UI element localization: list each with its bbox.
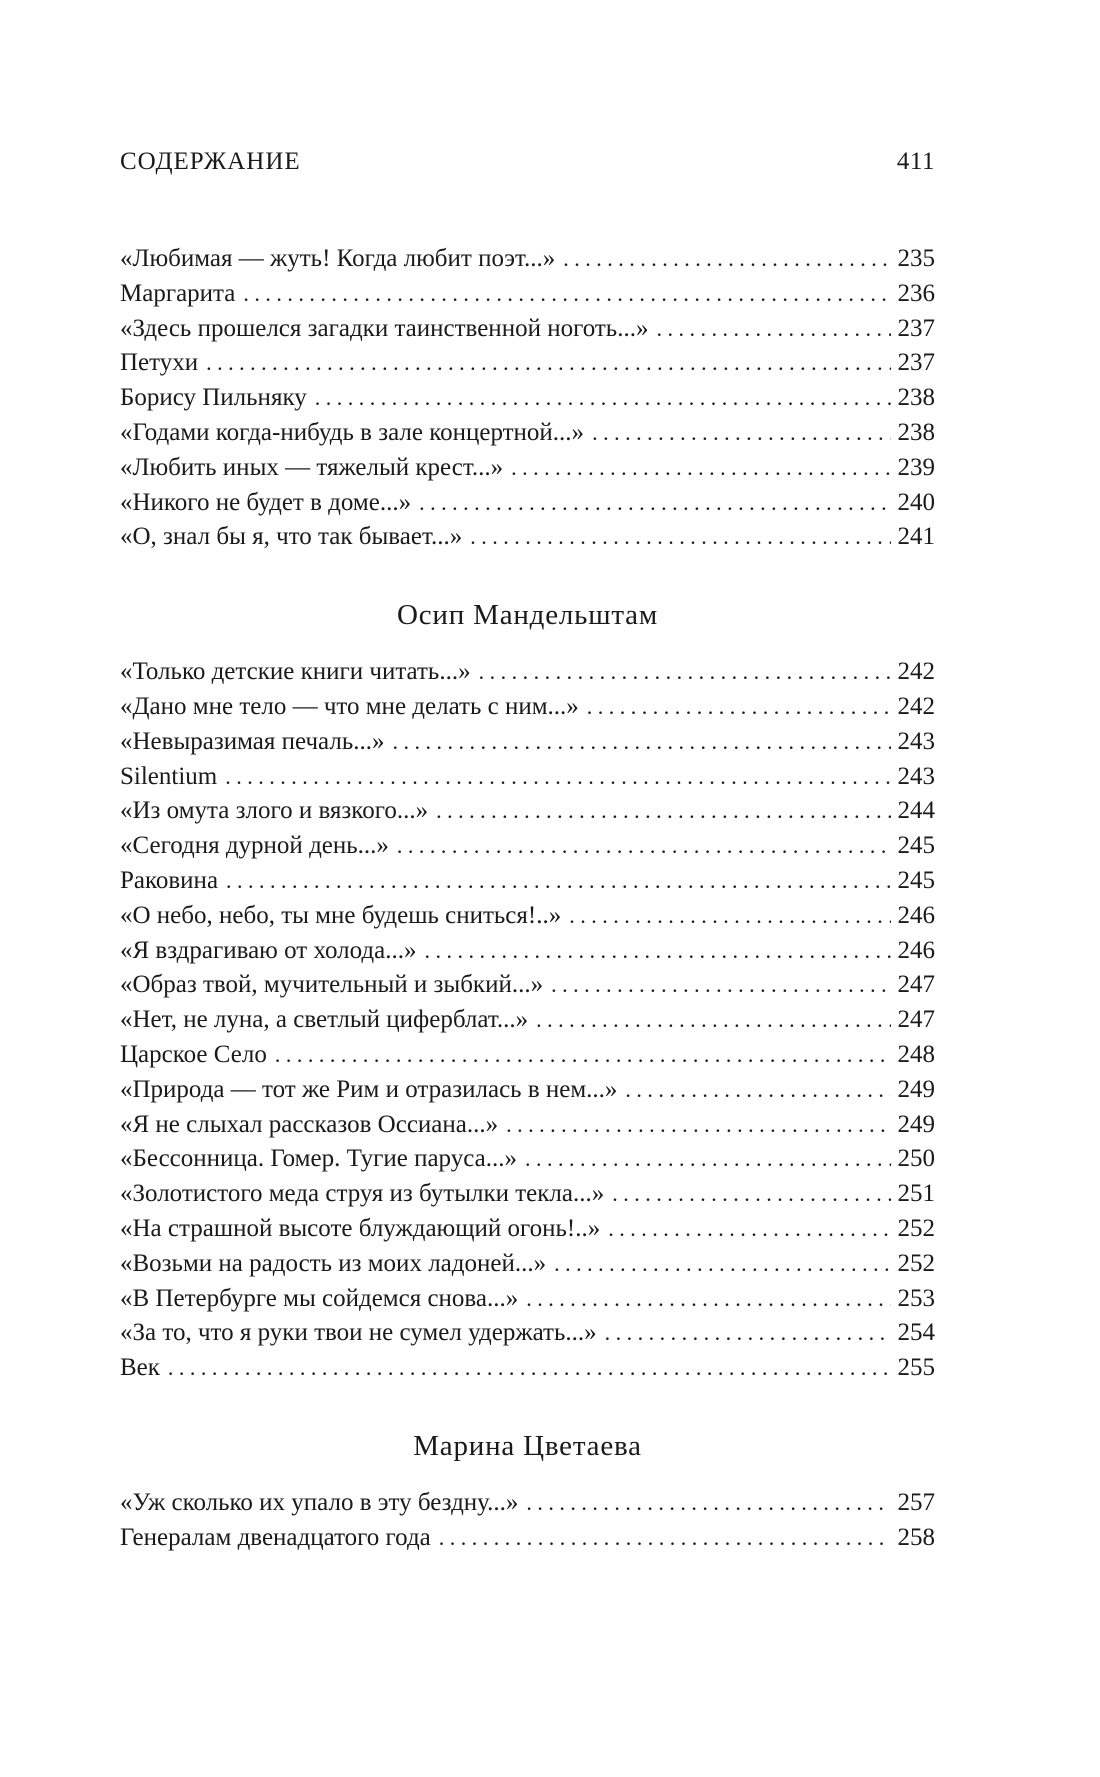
toc-entry-title: «На страшной высоте блуждающий огонь!..» bbox=[120, 1214, 601, 1242]
toc-entry-title: Петухи bbox=[120, 349, 199, 377]
toc-entry bbox=[120, 381, 935, 416]
dot-leader bbox=[419, 486, 891, 521]
toc-entry bbox=[120, 760, 935, 795]
dot-leader bbox=[625, 1073, 891, 1108]
toc-entry-title: «О, знал бы я, что так бывает...» bbox=[120, 523, 463, 551]
dot-leader bbox=[656, 312, 891, 347]
toc-entry-page: 252 bbox=[897, 1249, 935, 1277]
toc-entry-page: 244 bbox=[897, 797, 935, 825]
toc-entry-title: Царское Село bbox=[120, 1040, 267, 1068]
page-title: СОДЕРЖАНИЕ bbox=[120, 148, 301, 175]
toc-entry-title: «Только детские книги читать...» bbox=[120, 658, 471, 686]
toc-entry-title: «Здесь прошелся загадки таинственной ноготь...» bbox=[120, 314, 649, 342]
dot-leader bbox=[511, 451, 891, 486]
toc-entry-page: 246 bbox=[897, 901, 935, 929]
dot-leader bbox=[605, 1316, 891, 1351]
toc-entry-title: «Любимая — жуть! Когда любит поэт...» bbox=[120, 245, 556, 272]
toc-entry-page: 242 bbox=[897, 658, 935, 686]
toc-entry bbox=[120, 312, 935, 347]
toc-entry bbox=[120, 1038, 935, 1073]
toc-entry-title: Генералам двенадцатого года bbox=[120, 1523, 431, 1551]
toc-entry-page: 242 bbox=[897, 692, 935, 720]
running-head bbox=[120, 148, 935, 184]
toc-entry bbox=[120, 829, 935, 864]
toc-list-mandelstam bbox=[120, 655, 935, 1386]
toc-entry bbox=[120, 277, 935, 312]
toc-entry-page: 238 bbox=[897, 418, 935, 446]
toc-entry bbox=[120, 1282, 935, 1317]
toc-entry-title: «Из омута злого и вязкого...» bbox=[120, 797, 429, 825]
toc-entry-page: 245 bbox=[897, 866, 935, 894]
dot-leader bbox=[563, 242, 891, 277]
toc-entry bbox=[120, 899, 935, 934]
dot-leader bbox=[608, 1212, 891, 1247]
dot-leader bbox=[612, 1177, 891, 1212]
dot-leader bbox=[526, 1486, 891, 1521]
dot-leader bbox=[436, 794, 891, 829]
toc-entry bbox=[120, 864, 935, 899]
toc-entry-title: «Золотистого меда струя из бутылки текла...» bbox=[120, 1180, 605, 1208]
section-heading-mandelstam: Осип Мандельштам bbox=[397, 599, 658, 632]
toc-entry-page: 257 bbox=[897, 1488, 935, 1516]
toc-entry-title: «Бессонница. Гомер. Тугие паруса...» bbox=[120, 1145, 517, 1173]
toc-entry-title: «О небо, небо, ты мне будешь сниться!..» bbox=[120, 901, 562, 929]
toc-entry-page: 236 bbox=[897, 279, 935, 307]
dot-leader bbox=[206, 346, 891, 381]
dot-leader bbox=[439, 1521, 891, 1556]
toc-entry bbox=[120, 451, 935, 486]
toc-entry bbox=[120, 690, 935, 725]
dot-leader bbox=[479, 655, 891, 690]
toc-entry bbox=[120, 242, 935, 277]
toc-entry-title: Борису Пильняку bbox=[120, 384, 307, 412]
toc-entry bbox=[120, 1003, 935, 1038]
dot-leader bbox=[587, 690, 891, 725]
dot-leader bbox=[592, 416, 891, 451]
toc-entry bbox=[120, 1247, 935, 1282]
toc-entry-page: 240 bbox=[897, 488, 935, 516]
toc-entry bbox=[120, 1316, 935, 1351]
dot-leader bbox=[569, 899, 891, 934]
toc-entry-page: 250 bbox=[897, 1145, 935, 1173]
toc-entry-page: 253 bbox=[897, 1284, 935, 1312]
toc-entry-page: 248 bbox=[897, 1040, 935, 1068]
dot-leader bbox=[470, 520, 891, 555]
toc-entry-page: 245 bbox=[897, 832, 935, 860]
dot-leader bbox=[554, 1247, 891, 1282]
toc-entry-title: «Невыразимая печаль...» bbox=[120, 727, 385, 755]
section-heading-tsvetaeva: Марина Цветаева bbox=[413, 1429, 642, 1462]
toc-entry-page: 249 bbox=[897, 1110, 935, 1138]
toc-entry bbox=[120, 655, 935, 690]
toc-entry bbox=[120, 1177, 935, 1212]
toc-entry-title: «За то, что я руки твои не сумел удержать...» bbox=[120, 1319, 597, 1347]
toc-entry-page: 247 bbox=[897, 971, 935, 999]
toc-entry-page: 258 bbox=[897, 1523, 935, 1551]
toc-entry-title: «Уж сколько их упало в эту бездну...» bbox=[120, 1488, 519, 1516]
toc-entry bbox=[120, 1521, 935, 1556]
dot-leader bbox=[551, 968, 891, 1003]
toc-entry bbox=[120, 1142, 935, 1177]
toc-entry-page: 239 bbox=[897, 453, 935, 481]
toc-entry-page: 237 bbox=[897, 349, 935, 377]
toc-entry-title: «Природа — тот же Рим и отразилась в нем...» bbox=[120, 1075, 618, 1103]
toc-entry-page: 254 bbox=[897, 1319, 935, 1347]
toc-entry-title: «Годами когда-нибудь в зале концертной...» bbox=[120, 418, 585, 446]
toc-entry-page: 249 bbox=[897, 1075, 935, 1103]
dot-leader bbox=[225, 760, 891, 795]
toc-entry-title: «Образ твой, мучительный и зыбкий...» bbox=[120, 971, 544, 999]
toc-entry-title: Раковина bbox=[120, 866, 219, 894]
dot-leader bbox=[226, 864, 891, 899]
toc-entry-page: 246 bbox=[897, 936, 935, 964]
toc-entry-page: 241 bbox=[897, 523, 935, 551]
toc-list-tsvetaeva bbox=[120, 1486, 935, 1556]
dot-leader bbox=[275, 1038, 891, 1073]
toc-page bbox=[120, 148, 935, 1556]
toc-entry-page: 252 bbox=[897, 1214, 935, 1242]
dot-leader bbox=[424, 934, 891, 969]
toc-entry bbox=[120, 725, 935, 760]
toc-entry bbox=[120, 1351, 935, 1386]
toc-entry-title: «Сегодня дурной день...» bbox=[120, 832, 389, 860]
toc-entry-title: «Нет, не луна, а светлый циферблат...» bbox=[120, 1006, 529, 1034]
toc-entry-page: 243 bbox=[897, 727, 935, 755]
toc-entry-title: «Дано мне тело — что мне делать с ним...» bbox=[120, 692, 579, 720]
toc-entry bbox=[120, 416, 935, 451]
toc-entry bbox=[120, 486, 935, 521]
dot-leader bbox=[243, 277, 891, 312]
toc-entry-title: «Я не слыхал рассказов Оссиана...» bbox=[120, 1110, 499, 1138]
toc-entry-title: Век bbox=[120, 1354, 160, 1382]
dot-leader bbox=[397, 829, 891, 864]
toc-entry-title: «Возьми на радость из моих ладоней...» bbox=[120, 1249, 547, 1277]
dot-leader bbox=[525, 1142, 891, 1177]
toc-entry bbox=[120, 520, 935, 555]
dot-leader bbox=[526, 1282, 891, 1317]
toc-entry-page: 237 bbox=[897, 314, 935, 342]
toc-entry-title: «В Петербурге мы сойдемся снова...» bbox=[120, 1284, 519, 1312]
toc-entry bbox=[120, 1486, 935, 1521]
toc-entry bbox=[120, 346, 935, 381]
dot-leader bbox=[536, 1003, 891, 1038]
toc-entry-page: 243 bbox=[897, 762, 935, 790]
toc-entry-page: 238 bbox=[897, 384, 935, 412]
dot-leader bbox=[168, 1351, 891, 1386]
dot-leader bbox=[315, 381, 891, 416]
toc-entry bbox=[120, 1108, 935, 1143]
toc-entry bbox=[120, 1073, 935, 1108]
toc-entry-page: 235 bbox=[897, 245, 935, 272]
toc-list-continuation bbox=[120, 242, 935, 555]
toc-entry bbox=[120, 794, 935, 829]
toc-entry-title: «Любить иных — тяжелый крест...» bbox=[120, 453, 504, 481]
page-number: 411 bbox=[896, 148, 935, 175]
toc-entry-page: 251 bbox=[897, 1180, 935, 1208]
toc-entry-page: 247 bbox=[897, 1006, 935, 1034]
toc-entry bbox=[120, 934, 935, 969]
dot-leader bbox=[392, 725, 891, 760]
toc-entry-title: «Никого не будет в доме...» bbox=[120, 488, 412, 516]
dot-leader bbox=[506, 1108, 891, 1143]
toc-entry-page: 255 bbox=[897, 1354, 935, 1382]
toc-entry bbox=[120, 1212, 935, 1247]
toc-entry bbox=[120, 968, 935, 1003]
toc-entry-title: «Я вздрагиваю от холода...» bbox=[120, 936, 417, 964]
toc-entry-title: Маргарита bbox=[120, 279, 236, 307]
toc-entry-title: Silentium bbox=[120, 762, 218, 790]
